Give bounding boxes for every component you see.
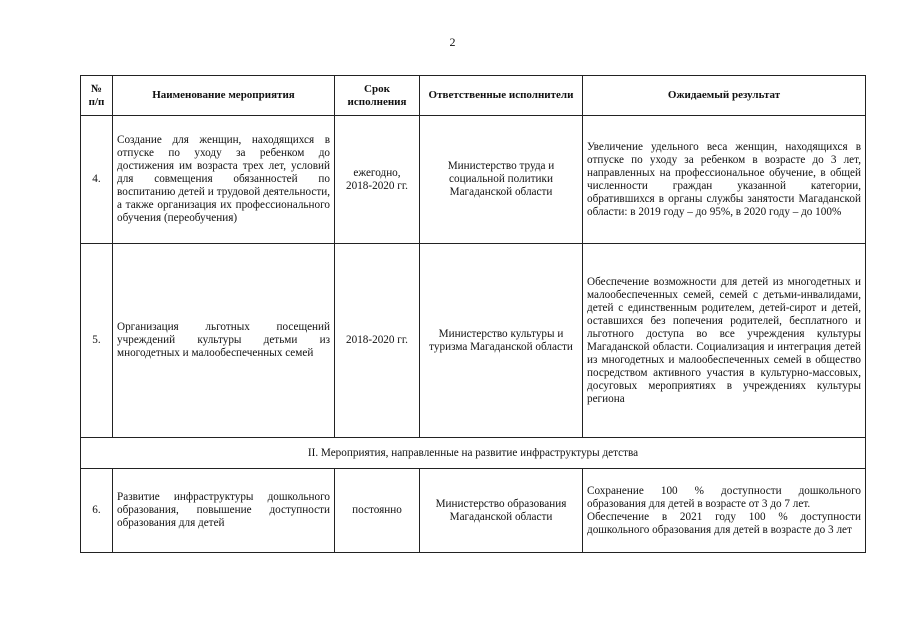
table-header-row <box>81 76 866 116</box>
measure-name: Развитие инфраструктуры дошкольного образования, повышение доступности образования для детей <box>113 469 335 553</box>
section-title: II. Мероприятия, направленные на развитие инфраструктуры детства <box>81 438 866 469</box>
header-responsible: Ответственные исполнители <box>420 76 583 116</box>
result-part-2: Обеспечение в 2021 году 100 % доступности дошкольного образования для детей в возрасте до 3 лет <box>587 510 861 536</box>
header-num: № п/п <box>81 76 113 116</box>
measure-result: Увеличение удельного веса женщин, находящихся в отпуске по уходу за ребенком в возрасте до 3 лет, направленных на профессиональное обучение, в общей численности граждан указанной категории, обратившихся в органы службы занятости Магаданской области: в 2019 году – до 95%, в 2020 году – до 100% <box>583 116 866 244</box>
section-row <box>81 438 866 469</box>
measure-term: постоянно <box>335 469 420 553</box>
measure-name: Организация льготных посещений учреждений культуры детьми из многодетных и малообеспеченных семей <box>113 244 335 438</box>
measure-result <box>583 469 866 553</box>
result-part-1: Сохранение 100 % доступности дошкольного образования для детей в возрасте от 3 до 7 лет. <box>587 484 861 510</box>
table-row <box>81 244 866 438</box>
measure-result: Обеспечение возможности для детей из многодетных и малообеспеченных семей, семей с детьми-инвалидами, детей с единственным родителем, детей-сирот и детей, оставшихся без попечения родителей, бесплатного и льготного доступа во все учреждения культуры Магаданской области. Социализация и интеграция детей из многодетных и малообеспеченных семей в общество посредством активного участия в культурно-массовых, досуговых мероприятиях в учреждениях культуры региона <box>583 244 866 438</box>
header-result: Ожидаемый результат <box>583 76 866 116</box>
page-number: 2 <box>449 35 456 49</box>
measure-responsible: Министерство труда и социальной политики Магаданской области <box>420 116 583 244</box>
row-number: 4. <box>81 116 113 244</box>
measure-name: Создание для женщин, находящихся в отпуске по уходу за ребенком до достижения им возраста трех лет, условий для совмещения обязанностей по воспитанию детей и трудовой деятельности, а также организация их профессионального обучения (переобучения) <box>113 116 335 244</box>
table-row <box>81 469 866 553</box>
measure-term: 2018-2020 гг. <box>335 244 420 438</box>
header-term: Срок исполнения <box>335 76 420 116</box>
row-number: 6. <box>81 469 113 553</box>
row-number: 5. <box>81 244 113 438</box>
measure-responsible: Министерство образования Магаданской области <box>420 469 583 553</box>
header-name: Наименование мероприятия <box>113 76 335 116</box>
measures-table <box>80 75 866 553</box>
table-row <box>81 116 866 244</box>
measure-term: ежегодно, 2018-2020 гг. <box>335 116 420 244</box>
measure-responsible: Министерство культуры и туризма Магаданской области <box>420 244 583 438</box>
